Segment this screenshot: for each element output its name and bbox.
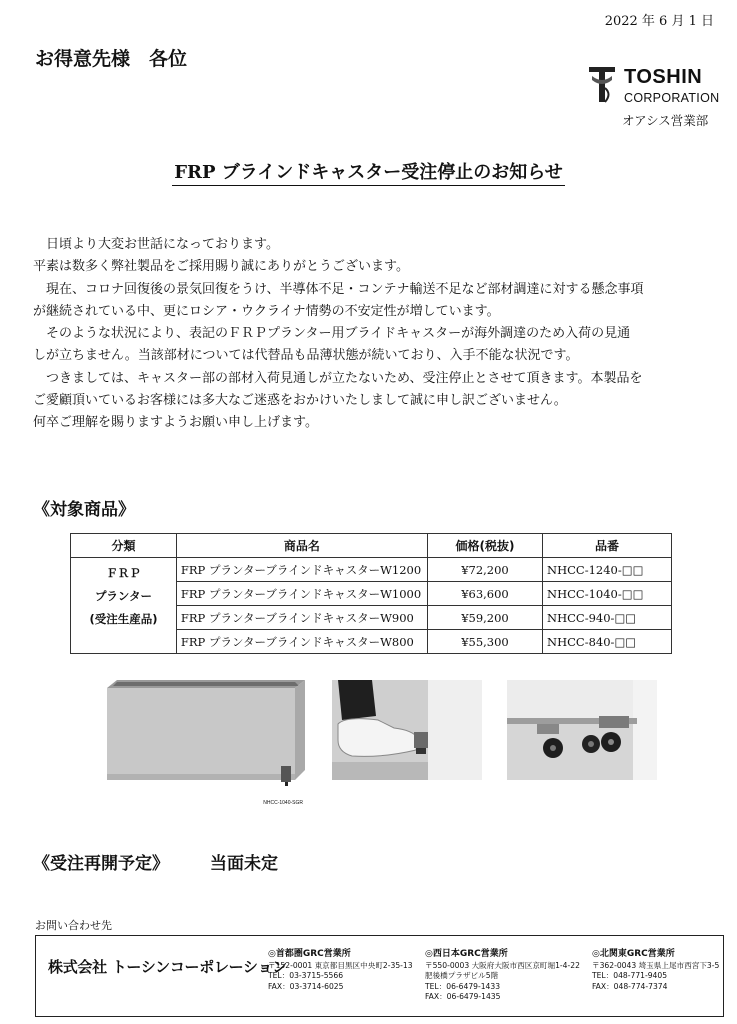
- office-block: [425, 949, 580, 1003]
- header-code: 品番: [543, 534, 672, 558]
- product-name: FRP プランターブラインドキャスターW1200: [176, 558, 427, 582]
- category-line: ＦＲＰ: [106, 566, 141, 580]
- department: オアシス営業部: [622, 113, 709, 128]
- body-line: ご愛顧頂いているお客様には多大なご迷惑をおかけいたしまして誠に申し訳ございません。: [33, 393, 567, 409]
- body-line: が継続されている中、更にロシア・ウクライナ情勢の不安定性が増しています。: [33, 303, 500, 319]
- table-header-row: [71, 534, 672, 558]
- body-line: 現在、コロナ回復後の景気回復をうけ、半導体不足・コンテナ輸送不足など部材調達に対する懸念事項: [33, 281, 644, 297]
- product-code: NHCC-1240-□□: [543, 558, 672, 582]
- company-name: 株式会社 トーシンコーポレーション: [48, 958, 287, 976]
- body-line: しが立ちません。当該部材については代替品も品薄状態が続いており、入手不能な状況です。: [33, 348, 579, 364]
- body-line: そのような状況により、表記のＦＲＰプランター用ブライドキャスターが海外調達のため入荷の見通: [33, 326, 631, 342]
- office-block: [268, 949, 413, 992]
- resume-status: 当面未定: [210, 854, 278, 874]
- contact-box: [35, 935, 724, 1017]
- table-row: [71, 558, 672, 582]
- pedal-image: [332, 680, 482, 780]
- office-name: ◎西日本GRC営業所: [425, 949, 508, 959]
- office-block: [592, 949, 719, 992]
- contact-label: お問い合わせ先: [35, 919, 112, 932]
- company-logo: [588, 66, 723, 110]
- header-category: 分類: [71, 534, 177, 558]
- product-name: FRP プランターブラインドキャスターW900: [176, 606, 427, 630]
- addressee: お得意先様 各位: [35, 48, 188, 70]
- product-price: ¥63,600: [427, 582, 542, 606]
- office-line: TEL：03-3715-5566: [268, 971, 344, 980]
- body-line: 平素は数多く弊社製品をご採用賜り誠にありがとうございます。: [33, 259, 409, 275]
- office-line: 〒362-0043 埼玉県上尾市西宮下3-5: [592, 960, 720, 970]
- office-line: 〒152-0001 東京都目黒区中央町2-35-13: [268, 960, 413, 970]
- toshin-logo-icon: [588, 66, 618, 106]
- office-name: ◎首都圏GRC営業所: [268, 949, 351, 959]
- product-code: NHCC-840-□□: [543, 630, 672, 654]
- products-table: [70, 533, 672, 654]
- product-code: NHCC-940-□□: [543, 606, 672, 630]
- office-line: FAX：048-774-7374: [592, 981, 668, 991]
- header-price: 価格(税抜): [427, 534, 542, 558]
- office-line: TEL：048-771-9405: [592, 971, 668, 980]
- category-cell: [71, 558, 177, 654]
- document-date: 2022 年 6 月 1 日: [604, 14, 714, 29]
- pedal-photo: [332, 680, 482, 780]
- office-line: FAX：06-6479-1435: [425, 992, 501, 1001]
- products-section-heading: 《対象商品》: [33, 500, 135, 520]
- category-line: (受注生産品): [89, 612, 158, 626]
- planter-image: [95, 670, 309, 810]
- product-name: FRP プランターブラインドキャスターW1000: [176, 582, 427, 606]
- body-line: 何卒ご理解を賜りますようお願い申し上げます。: [33, 415, 318, 431]
- logo-name: TOSHIN: [624, 66, 703, 88]
- header-name: 商品名: [176, 534, 427, 558]
- product-name: FRP プランターブラインドキャスターW800: [176, 630, 427, 654]
- office-line: TEL：06-6479-1433: [425, 981, 501, 991]
- logo-subtitle: CORPORATION: [624, 91, 720, 105]
- office-line: FAX：03-3714-6025: [268, 981, 344, 991]
- office-line: 〒550-0003 大阪府大阪市西区京町堀1-4-22: [425, 960, 580, 970]
- body-line: 日頃より大変お世話になっております。: [33, 237, 279, 252]
- notice-title-wrap: [0, 158, 737, 184]
- office-name: ◎北関東GRC営業所: [592, 949, 675, 959]
- caster-photo: [507, 680, 657, 780]
- body-line: つきましては、キャスター部の部材入荷見通しが立たないため、受注停止とさせて頂きます。本製品を: [33, 370, 643, 386]
- product-price: ¥72,200: [427, 558, 542, 582]
- notice-body: [33, 234, 723, 435]
- product-code: NHCC-1040-□□: [543, 582, 672, 606]
- planter-photo: [95, 670, 309, 810]
- office-line: 肥後橋プラザビル5階: [425, 971, 499, 980]
- caster-image: [507, 680, 657, 780]
- product-price: ¥55,300: [427, 630, 542, 654]
- category-line: プランター: [94, 589, 152, 603]
- product-price: ¥59,200: [427, 606, 542, 630]
- notice-title: FRP ブラインドキャスター受注停止のお知らせ: [172, 162, 564, 186]
- photo-caption: NHCC-1040-SGR: [263, 800, 303, 806]
- resume-section-heading: 《受注再開予定》: [33, 854, 169, 874]
